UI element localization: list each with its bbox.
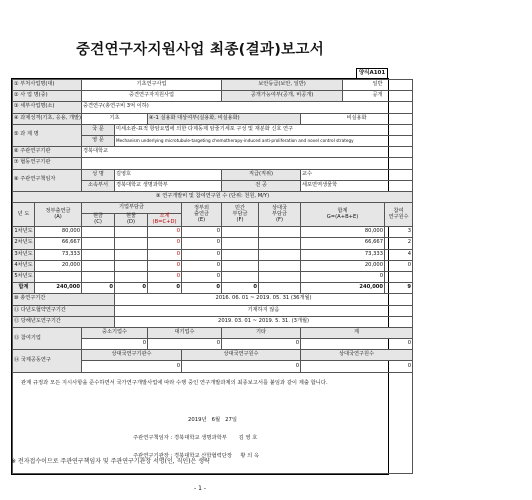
- row-label: ⑧ 주관연구책임자: [13, 169, 82, 191]
- budget-local: 0: [182, 249, 222, 260]
- etc-value: 0: [222, 339, 301, 350]
- budget-people: 4: [385, 249, 413, 260]
- budget-other2: [259, 249, 301, 260]
- row-value: 중견연구(총연구비 3억 이하): [82, 102, 413, 113]
- row-value: 기초: [82, 113, 148, 124]
- subtotal-header: 소계 (B=C+D): [148, 214, 182, 227]
- intl-value-1: 0: [82, 361, 182, 372]
- period-value: 2019. 03. 01 ~ 2019. 5. 31. (3개월): [115, 316, 413, 327]
- eng-label: 영 문: [82, 135, 115, 146]
- budget-gov: [35, 271, 82, 282]
- budget-subtotal: 0: [148, 238, 182, 249]
- period-label: ⑫ 당해년도연구기간: [13, 316, 115, 327]
- budget-local: 0: [182, 227, 222, 238]
- kor-label: 국 문: [82, 124, 115, 135]
- budget-row: [13, 260, 413, 271]
- title-korean: 미세소관-표적 항암요법에 의한 다제동제 암줄기세포 구성 및 재분화 신호 연구: [115, 124, 413, 135]
- budget-cash: [82, 238, 115, 249]
- other2-header: 상대국 부담금 (F): [259, 203, 301, 227]
- dept-label: 소속부서: [82, 180, 115, 191]
- sum-other: 0: [222, 283, 259, 294]
- practical-label: ④-1 실용화 대상여부(실용화, 비실용화): [148, 113, 301, 124]
- budget-total: 73,333: [301, 249, 385, 260]
- sum-label: 합계: [13, 283, 35, 294]
- position-label: 직급(직위): [222, 169, 301, 180]
- budget-gov: 80,000: [35, 227, 82, 238]
- budget-other: [222, 260, 259, 271]
- budget-year: 1차년도: [13, 227, 35, 238]
- budget-year: 4차년도: [13, 260, 35, 271]
- budget-row: [13, 271, 413, 282]
- row-value: [82, 158, 413, 169]
- budget-subtotal: 0: [148, 271, 182, 282]
- name-value: 김영호: [115, 169, 222, 180]
- sum-other2: [259, 283, 301, 294]
- budget-other: [222, 271, 259, 282]
- page-number: - 1 -: [194, 485, 206, 492]
- budget-people: 2: [385, 238, 413, 249]
- name-label: 성 명: [82, 169, 115, 180]
- budget-cash: [82, 227, 115, 238]
- sum-total: 240,000: [301, 283, 385, 294]
- cash-header: 현금 (C): [82, 214, 115, 227]
- form-table: [12, 79, 413, 474]
- sum-sub: 0: [148, 283, 182, 294]
- budget-local: 0: [182, 271, 222, 282]
- intl-value-2: 0: [182, 361, 301, 372]
- sum-inkind: 0: [115, 283, 148, 294]
- row-label: ① 부처사업명(대): [13, 80, 82, 91]
- budget-year: 3차년도: [13, 249, 35, 260]
- security-label: 보안등급(보안, 일반): [222, 80, 343, 91]
- intl-header-2: 상대국연구원수: [182, 350, 301, 361]
- budget-other2: [259, 260, 301, 271]
- budget-inkind: [115, 260, 148, 271]
- public-label: 공개가능여부(공개, 비공개): [222, 91, 343, 102]
- budget-row: [13, 227, 413, 238]
- row-label: ⑤ 과 제 명: [13, 124, 82, 146]
- statement-text: 관계 규정과 모든 지시사항을 준수하면서 국가연구개발사업에 따라 수행 중인 연구개발과제의 최종보고서를 붙임과 같이 제출 합니다.: [21, 379, 328, 386]
- budget-inkind: [115, 249, 148, 260]
- year-header: 년 도: [13, 203, 35, 227]
- budget-local: 0: [182, 238, 222, 249]
- etc-header: 기타: [222, 327, 301, 338]
- budget-other2: [259, 227, 301, 238]
- budget-section-header: ⑨ 연구개발비 및 참여연구원 수 (단위: 천원, M/Y): [13, 191, 413, 202]
- position-value: 교수: [301, 169, 413, 180]
- sum-local: 0: [182, 283, 222, 294]
- report-form: [11, 78, 412, 475]
- budget-cash: [82, 271, 115, 282]
- statement-date: 2019년 6월 27일: [187, 416, 238, 423]
- biz-sum-header: 계: [301, 327, 413, 338]
- other-header: 민간 부담금 (F): [222, 203, 259, 227]
- researchers-header: 참여 연구원수: [385, 203, 413, 227]
- title-english: Mechanism underlying microtubule-targeting chemotherapy-induced anti-proliferation and novel control strategy: [115, 135, 413, 146]
- budget-inkind: [115, 271, 148, 282]
- budget-year-rows: [13, 227, 413, 283]
- budget-people: 0: [385, 260, 413, 271]
- inkind-header: 현물 (D): [115, 214, 148, 227]
- intl-label: ⑭ 국제공동연구: [13, 350, 82, 372]
- row-label: ⑦ 협동연구기관: [13, 158, 82, 169]
- major-value: 세포면역생물학: [301, 180, 413, 191]
- small-biz-header: 중소기업수: [82, 327, 148, 338]
- sum-cash: 0: [82, 283, 115, 294]
- row-value: 기초연구사업: [82, 80, 222, 91]
- intl-header-1: 상대국연구기관수: [82, 350, 182, 361]
- footnote: ※ 전자접수이므로 주관연구책임자 및 주관연구기관장 서명(인, 직인)은 생략: [11, 458, 210, 465]
- budget-subtotal: 0: [148, 249, 182, 260]
- mid-biz-header: 대기업수: [148, 327, 222, 338]
- budget-row: [13, 238, 413, 249]
- signature-institution: 주관연구기관장 : 경북대학교 산학협력단장 황 의 옥: [133, 452, 260, 459]
- budget-cash: [82, 249, 115, 260]
- budget-people: [385, 271, 413, 282]
- budget-row: [13, 249, 413, 260]
- budget-subtotal: 0: [148, 227, 182, 238]
- budget-other: [222, 227, 259, 238]
- period-label: ⑪ 다년도협약연구기간: [13, 305, 115, 316]
- mid-biz-value: 0: [148, 339, 222, 350]
- participating-label: ⑬ 참여기업: [13, 327, 82, 349]
- security-value: 일반: [343, 80, 413, 91]
- budget-inkind: [115, 227, 148, 238]
- row-label: ④ 과제성격(기초, 응용, 개발): [13, 113, 82, 124]
- local-header: 정부외 출연금 (E): [182, 203, 222, 227]
- document-title: 중견연구자지원사업 최종(결과)보고서: [75, 42, 325, 58]
- budget-local: 0: [182, 260, 222, 271]
- budget-year: 5차년도: [13, 271, 35, 282]
- budget-gov: 73,333: [35, 249, 82, 260]
- row-label: ② 사 업 명(중): [13, 91, 82, 102]
- gov-header: 정부출연금 (A): [35, 203, 82, 227]
- signature-researcher: 주관연구책임자 : 경북대학교 생명과학부 김 영 호: [133, 434, 258, 441]
- row-value: 중견연구자지원사업: [82, 91, 222, 102]
- budget-subtotal: 0: [148, 260, 182, 271]
- public-value: 공개: [343, 91, 413, 102]
- major-label: 전 공: [222, 180, 301, 191]
- small-biz-value: 0: [82, 339, 148, 350]
- period-value: 기재하지 않음: [115, 305, 413, 316]
- budget-total: 66,667: [301, 238, 385, 249]
- budget-gov: 66,667: [35, 238, 82, 249]
- period-value: 2016. 06. 01 ~ 2019. 05. 31 (36개월): [115, 294, 413, 305]
- practical-value: 비실용화: [301, 113, 413, 124]
- budget-other2: [259, 271, 301, 282]
- budget-year: 2차년도: [13, 238, 35, 249]
- sum-people: 9: [385, 283, 413, 294]
- budget-total: 20,000: [301, 260, 385, 271]
- budget-cash: [82, 260, 115, 271]
- row-value: 경북대학교: [82, 147, 413, 158]
- budget-gov: 20,000: [35, 260, 82, 271]
- total-header: 합계 G=(A+B+E): [301, 203, 385, 227]
- budget-inkind: [115, 238, 148, 249]
- sum-gov: 240,000: [35, 283, 82, 294]
- budget-total: 80,000: [301, 227, 385, 238]
- intl-header-3: 상대국연구원수: [301, 350, 413, 361]
- row-label: ⑥ 주관연구기관: [13, 147, 82, 158]
- budget-other: [222, 249, 259, 260]
- private-header: 기업부담금: [82, 203, 182, 214]
- budget-total: 0: [301, 271, 385, 282]
- period-label: ⑩ 총연구기간: [13, 294, 115, 305]
- dept-value: 경북대학교 생명과학부: [115, 180, 222, 191]
- form-code: 양식A101: [356, 68, 388, 79]
- budget-other2: [259, 238, 301, 249]
- intl-value-3: 0: [301, 361, 413, 372]
- biz-sum-value: 0: [301, 339, 413, 350]
- budget-other: [222, 238, 259, 249]
- row-label: ③ 세부사업명(소): [13, 102, 82, 113]
- budget-people: 3: [385, 227, 413, 238]
